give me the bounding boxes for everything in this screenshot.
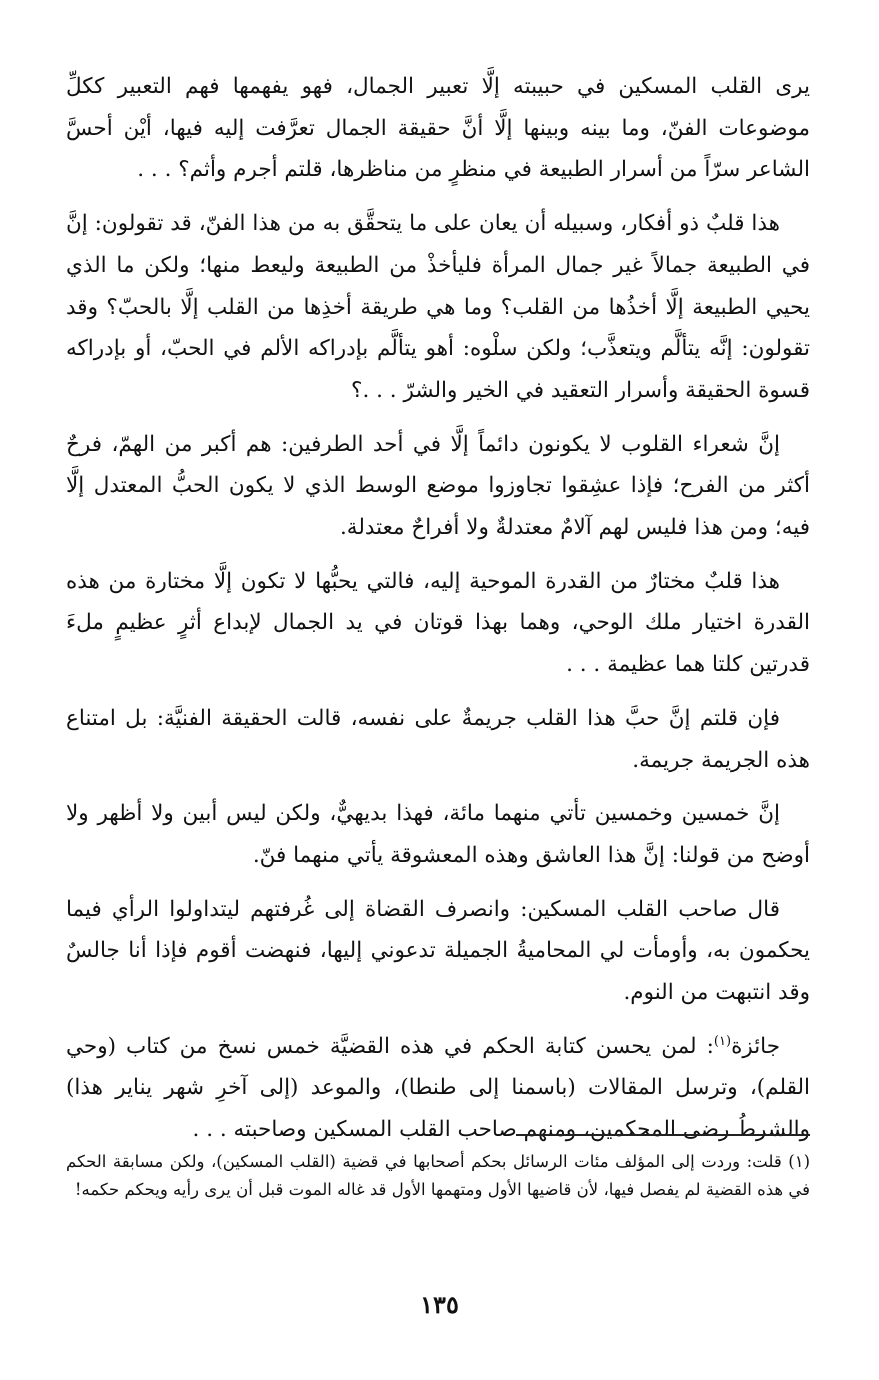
paragraph-prize: جائزة$^{(١)}$: لمن يحسن كتابة الحكم في هذه القضيَّة خمس نسخ من كتاب (وحي القلم)، وترسل المقالات (باسمنا إلى طنطا)، والموعد (إلى آخرِ شهر يناير هذا) والشرطُ رضى المحكمين، ومنهم صاحب القلب المسكين وصاحبته . . . [66,1033,810,1143]
paragraph-2: هذا قلبٌ ذو أفكار، وسبيله أن يعان على ما يتحقَّق به من هذا الفنّ، قد تقولون: إنَّ في الطبيعة جمالاً غير جمال المرأة فليأخذْ من الطبيعة وليعط منها؛ ولكن ما الذي يحيي الطبيعة إلَّا أخذُها من القلب؟ وما هي طريقة أخذِها من القلب إلَّا بالحبّ؟ وقد تقولون: إنَّه يتألَّم ويتعذَّب؛ ولكن سلْوه: أهو يتألَّم بإدراكه الألم في الحبّ، أو بإدراكه قسوة الحقيقة وأسرار التعقيد في الخير والشرّ . . .؟ [66,211,810,403]
prize-label: جائزة [731,1033,781,1059]
paragraph-4: هذا قلبٌ مختارٌ من القدرة الموحية إليه، فالتي يحبُّها لا تكون إلَّا مختارة من هذه القدرة اختيار ملك الوحي، وهما بهذا قوتان في يد الجمال لإبداع أثرٍ عظيمٍ ملءَ قدرتين كلتا هما عظيمة . . . [66,568,810,678]
main-text [66,66,810,1163]
footnote-divider [516,1134,810,1136]
paragraph-6: إنَّ خمسين وخمسين تأتي منهما مائة، فهذا بديهيٌّ، ولكن ليس أبين ولا أظهر ولا أوضح من قولنا: إنَّ هذا العاشق وهذه المعشوقة يأتي منهما فنّ. [66,801,810,868]
paragraph-1: يرى القلب المسكين في حبيبته إلَّا تعبير الجمال، فهو يفهمها فهم التعبير ككلِّ موضوعات الفنّ، وما بينه وبينها إلَّا أنَّ حقيقة الجمال تعرَّفت إليه فيها، أيْن أحسَّ الشاعر سرّاً من أسرار الطبيعة في منظرٍ من مناظرها، قلتم أجرم وأثم؟ . . . [66,74,810,183]
paragraph-5: فإن قلتم إنَّ حبَّ هذا القلب جريمةٌ على نفسه، قالت الحقيقة الفنيَّة: بل امتناع هذه الجريمة جريمة. [66,705,810,773]
prize-text: لمن يحسن كتابة الحكم في هذه القضيَّة خمس نسخ من كتاب (وحي القلم)، وترسل المقالات (باسمنا إلى طنطا)، والموعد (إلى آخرِ شهر يناير هذا) والشرطُ رضى المحكمين، ومنهم صاحب القلب المسكين وصاحبته . . . [66,1033,810,1143]
paragraph-3: إنَّ شعراء القلوب لا يكونون دائماً إلَّا في أحد الطرفين: هم أكبر من الهمّ، فرحٌ أكثر من الفرح؛ فإذا عشِقوا تجاوزوا موضع الوسط الذي لا يكون الحبُّ المعتدل إلَّا فيه؛ ومن هذا فليس لهم آلامٌ معتدلةٌ ولا أفراحٌ معتدلة. [66,431,810,541]
page-number: ١٣٥ [420,1290,459,1319]
paragraph-7: قال صاحب القلب المسكين: وانصرف القضاة إلى غُرفتهم ليتداولوا الرأي فيما يحكمون به، وأومأت لي المحاميةُ الجميلة تدعوني إليها، فنهضت أقوم فإذا أنا جالسٌ وقد انتبهت من النوم. [66,896,810,1006]
footnote-marker: (١) [713,1033,732,1049]
footnote: (١) قلت: وردت إلى المؤلف مئات الرسائل بحكم أصحابها في قضية (القلب المسكين)، ولكن مسابقة الحكم في هذه القضية لم يفصل فيها، لأن قاضيها الأول ومتهمها الأول قد غاله الموت قبل أن يرى رأيه ويحكم حكمه! [66,1152,810,1199]
